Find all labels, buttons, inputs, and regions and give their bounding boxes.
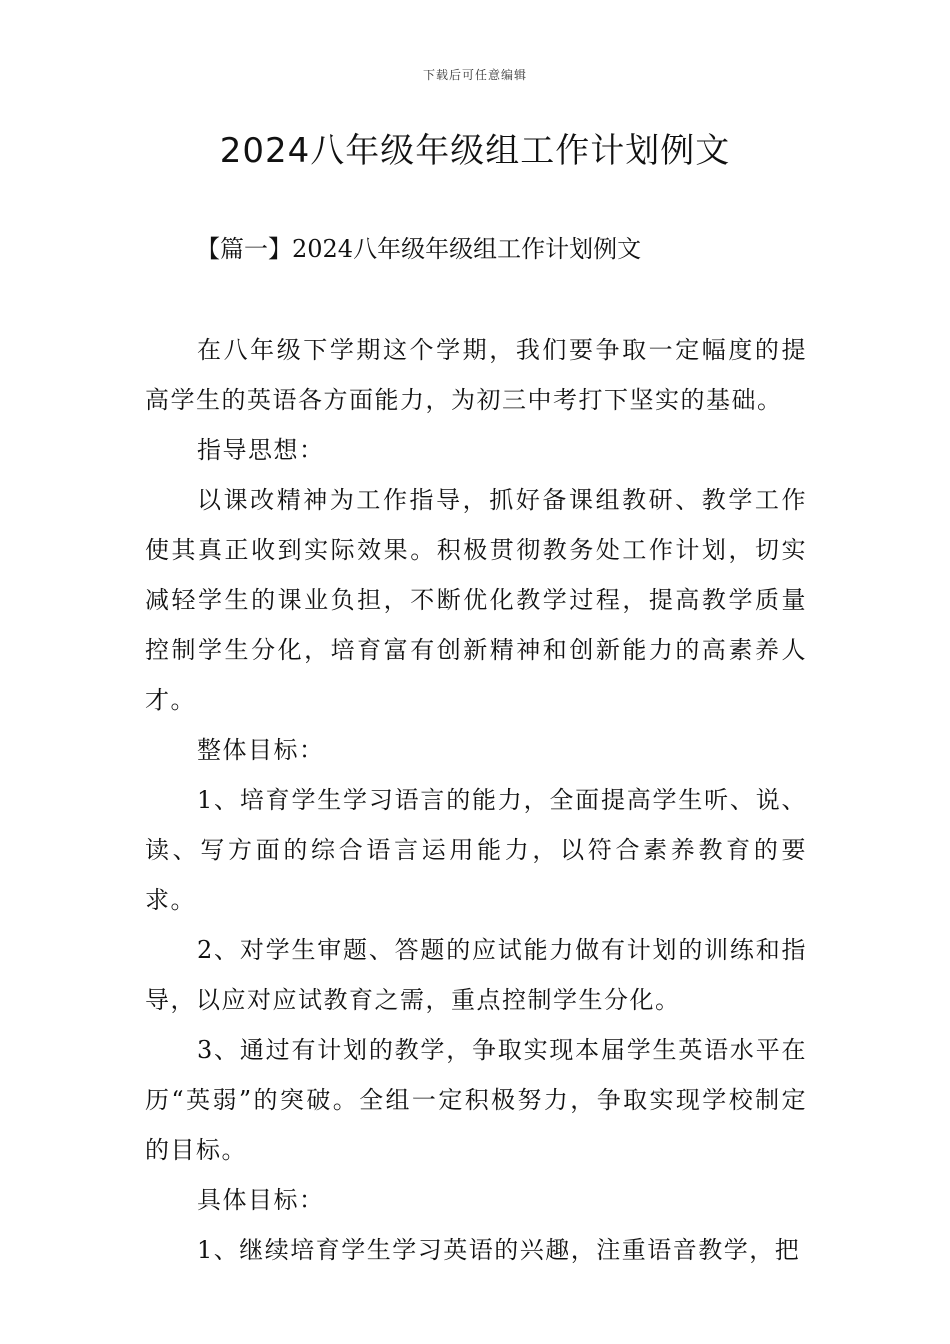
overall-goal-item-2: 2、对学生审题、答题的应试能力做有计划的训练和指导，以应对应试教育之需，重点控制学生分化。	[145, 936, 807, 1014]
overall-goals-heading: 整体目标：	[197, 736, 325, 764]
document-body	[145, 325, 807, 1275]
document-title: 2024八年级年级组工作计划例文	[219, 131, 731, 171]
guiding-thought-heading: 指导思想：	[197, 436, 325, 464]
guiding-thought-paragraph: 以课改精神为工作指导，抓好备课组教研、教学工作使其真正收到实际效果。积极贯彻教务处工作计划，切实减轻学生的课业负担，不断优化教学过程，提高教学质量控制学生分化，培育富有创新精神和创新能力的高素养人才。	[145, 486, 807, 714]
section-heading: 【篇一】2024八年级年级组工作计划例文	[196, 235, 642, 263]
intro-paragraph: 在八年级下学期这个学期，我们要争取一定幅度的提高学生的英语各方面能力，为初三中考打下坚实的基础。	[145, 336, 807, 414]
specific-goals-heading: 具体目标：	[197, 1186, 325, 1214]
specific-goal-item-1: 1、继续培育学生学习英语的兴趣，注重语音教学，把	[197, 1236, 801, 1264]
header-note: 下载后可任意编辑	[422, 68, 527, 82]
overall-goal-item-1: 1、培育学生学习语言的能力，全面提高学生听、说、读、写方面的综合语言运用能力，以符合素养教育的要求。	[145, 786, 807, 914]
overall-goal-item-3: 3、通过有计划的教学，争取实现本届学生英语水平在历“英弱”的突破。全组一定积极努力，争取实现学校制定的目标。	[145, 1036, 807, 1164]
